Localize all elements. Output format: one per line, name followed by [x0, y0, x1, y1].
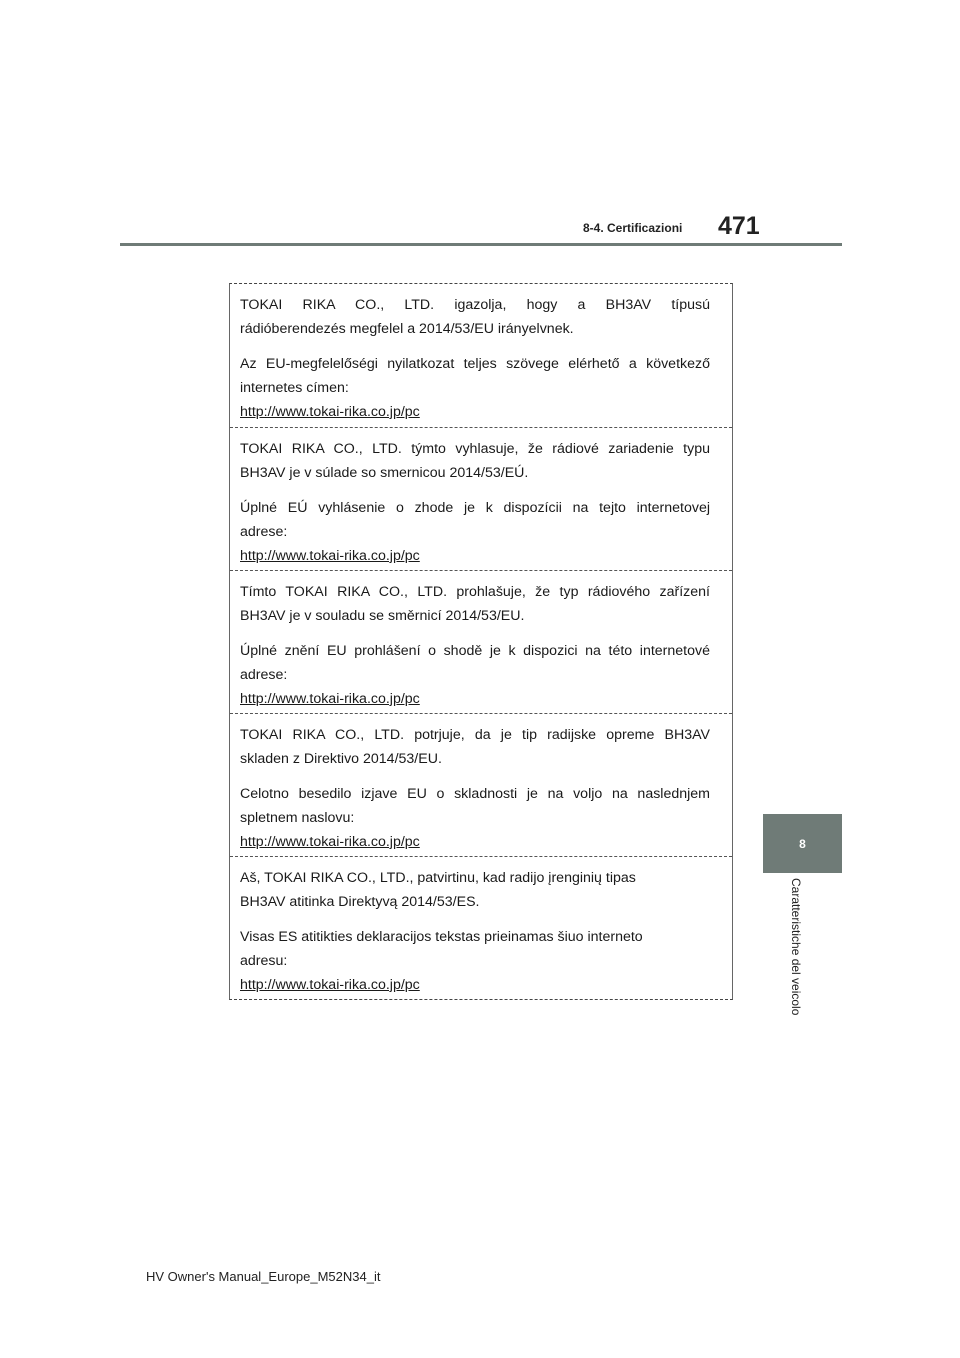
info-line: Úplné znění EU prohlášení o shodě je k dispozici na této internetové	[240, 643, 710, 659]
chapter-side-title: Caratteristiche del veicolo	[789, 878, 803, 1016]
info-line: Az EU-megfelelőségi nyilatkozat teljes szövege elérhető a következő	[240, 356, 710, 372]
declaration-url: http://www.tokai-rika.co.jp/pc	[240, 977, 420, 993]
declaration-line: BH3AV atitinka Direktyvą 2014/53/ES.	[240, 894, 480, 910]
certification-block-lithuanian	[230, 856, 732, 999]
declaration-line: TOKAI RIKA CO., LTD. potrjuje, da je tip radijske opreme BH3AV	[240, 727, 710, 743]
declaration-url: http://www.tokai-rika.co.jp/pc	[240, 548, 420, 564]
certification-block-slovak	[230, 427, 732, 570]
chapter-tab	[763, 814, 842, 873]
info-line: adrese:	[240, 667, 288, 683]
info-line: adrese:	[240, 524, 288, 540]
declaration-line: TOKAI RIKA CO., LTD. týmto vyhlasuje, že rádiové zariadenie typu	[240, 441, 710, 457]
page-number: 471	[718, 212, 760, 240]
info-line: adresu:	[240, 953, 288, 969]
declaration-url: http://www.tokai-rika.co.jp/pc	[240, 404, 420, 420]
declaration-line: rádióberendezés megfelel a 2014/53/EU irányelvnek.	[240, 321, 574, 337]
header-divider	[120, 243, 842, 246]
declaration-line: TOKAI RIKA CO., LTD. igazolja, hogy a BH3AV típusú	[240, 297, 710, 313]
declaration-line: Aš, TOKAI RIKA CO., LTD., patvirtinu, kad radijo įrenginių tipas	[240, 870, 636, 886]
footer-manual-id: HV Owner's Manual_Europe_M52N34_it	[146, 1269, 381, 1284]
info-line: Úplné EÚ vyhlásenie o zhode je k dispozícii na tejto internetovej	[240, 500, 710, 516]
info-line: internetes címen:	[240, 380, 349, 396]
declaration-line: Tímto TOKAI RIKA CO., LTD. prohlašuje, že typ rádiového zařízení	[240, 584, 710, 600]
certification-block-czech	[230, 570, 732, 713]
certification-block-hungarian	[230, 284, 732, 427]
certification-block-slovenian	[230, 713, 732, 856]
certification-box	[229, 283, 733, 1000]
chapter-number: 8	[799, 836, 806, 851]
declaration-url: http://www.tokai-rika.co.jp/pc	[240, 834, 420, 850]
declaration-line: BH3AV je v souladu se směrnicí 2014/53/EU.	[240, 608, 525, 624]
info-line: Visas ES atitikties deklaracijos tekstas prieinamas šiuo interneto	[240, 929, 643, 945]
declaration-url: http://www.tokai-rika.co.jp/pc	[240, 691, 420, 707]
section-title: 8-4. Certificazioni	[583, 221, 683, 235]
declaration-line: skladen z Direktivo 2014/53/EU.	[240, 751, 442, 767]
info-line: Celotno besedilo izjave EU o skladnosti je na voljo na naslednjem	[240, 786, 710, 802]
info-line: spletnem naslovu:	[240, 810, 355, 826]
declaration-line: BH3AV je v súlade so smernicou 2014/53/EÚ.	[240, 465, 529, 481]
